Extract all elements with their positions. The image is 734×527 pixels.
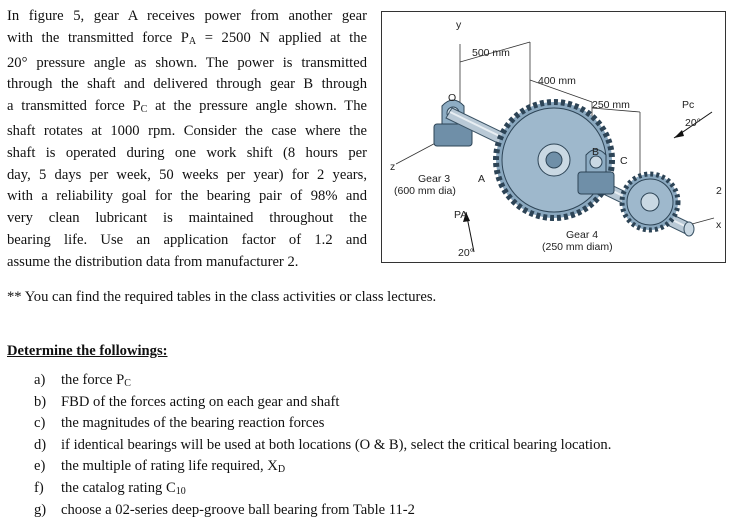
- task-item: b) FBD of the forces acting on each gear and shaft: [34, 393, 340, 410]
- gear-shaft-figure: [381, 11, 726, 263]
- figure-drawing: [382, 12, 725, 262]
- label-gear3: Gear 3: [418, 173, 451, 185]
- problem-line: a transmitted force $P_C$ at the pressure angle shown. The: [7, 98, 367, 116]
- label-dim-250: 250 mm: [592, 99, 630, 111]
- problem-line: 20° pressure angle as shown. The power is transmitted: [7, 54, 367, 71]
- task-item: f) the catalog rating $C_{10}$: [34, 479, 186, 497]
- label-b: B: [592, 146, 600, 158]
- problem-line: shaft rotates at 1000 rpm. Consider the case where the: [7, 122, 367, 139]
- label-z: z: [390, 161, 396, 173]
- task-list: [34, 370, 611, 521]
- label-o: O: [448, 92, 457, 104]
- task-item: c) the magnitudes of the bearing reaction forces: [34, 415, 325, 432]
- label-pc: Pc: [682, 99, 695, 111]
- tables-note: ** You can find the required tables in the class activities or class lectures.: [7, 289, 437, 305]
- tasks-heading: Determine the followings:: [7, 343, 168, 359]
- label-gear4: Gear 4: [566, 229, 599, 241]
- label-dim-500: 500 mm: [472, 47, 510, 59]
- label-x: x: [716, 219, 722, 231]
- label-y: y: [456, 19, 462, 31]
- label-gear3-dia: (600 mm dia): [394, 185, 456, 197]
- problem-line: with the transmitted force $P_A = 2500$ N applied at the: [7, 29, 367, 47]
- label-c: C: [620, 155, 628, 167]
- label-a: A: [478, 173, 486, 185]
- problem-line: very clean lubricant is maintained throughout the: [7, 210, 367, 227]
- label-angle-a: 20°: [458, 247, 474, 259]
- label-dim-400: 400 mm: [538, 75, 576, 87]
- label-gear4-dia: (250 mm diam): [542, 241, 613, 253]
- task-item: a) the force $P_C$: [34, 372, 131, 389]
- problem-line: through the shaft and delivered through gear B through: [7, 76, 367, 93]
- problem-line: shaft is operated during one work shift (8 hours per: [7, 144, 367, 161]
- label-2: 2: [716, 185, 722, 197]
- task-item: g) choose a 02-series deep-groove ball bearing from Table 11-2: [34, 501, 415, 518]
- label-pa: PA: [454, 209, 468, 221]
- label-angle-c: 20°: [685, 117, 701, 129]
- gear-c: [622, 174, 678, 230]
- task-item: d) if identical bearings will be used at both locations (O & B), select the critical bearing location.: [34, 436, 612, 453]
- problem-line: assume the distribution data from manufacturer 2.: [7, 253, 299, 270]
- task-item: e) the multiple of rating life required, $X_D$: [34, 458, 286, 476]
- problem-statement: [7, 6, 367, 274]
- problem-line: bearing life. Use an application factor of 1.2 and: [7, 231, 367, 248]
- problem-line: In figure 5, gear A receives power from another gear: [7, 8, 367, 24]
- problem-line: day, 5 days per week, 50 weeks per year) for 2 years,: [7, 166, 367, 183]
- problem-line: with a reliability goal for the bearing pair of 98% and: [7, 188, 367, 205]
